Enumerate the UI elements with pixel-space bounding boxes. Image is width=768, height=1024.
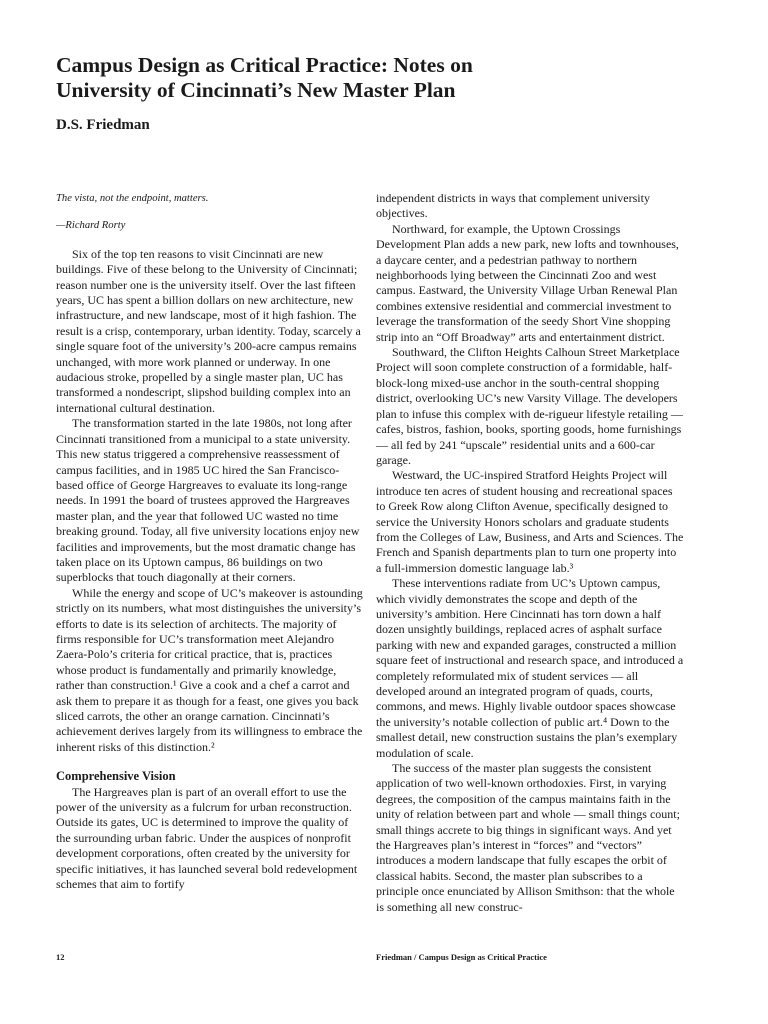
left-column xyxy=(56,191,364,892)
body-paragraph: Northward, for example, the Uptown Crossings Development Plan adds a new park, new lofts and townhouses, a daycare center, and a pedestrian pathway to northern neighborhoods lying between the Cincinnati Zoo and west campus. Eastward, the University Village Urban Renewal Plan combines extensive residential and commercial investment to leverage the transformation of the seedy Short Vine shopping strip into an “Off Broadway” arts and entertainment district. xyxy=(376,221,679,344)
body-paragraph: Six of the top ten reasons to visit Cincinnati are new buildings. Five of these belong to the University of Cincinnati; reason number one is the university itself. Over the last fifteen years, UC has spent a billion dollars on new architecture, new infrastructure, and new landscape, most of it high fashion. The result is a crisp, contemporary, urban identity. Today, scarcely a single square foot of the university’s 200-acre campus remains unchanged, with more work planned or underway. In one audacious stroke, propelled by a single master plan, UC has transformed a nondescript, slipshod building complex into an international cultural destination. xyxy=(56,246,361,415)
article-title-line-2: University of Cincinnati’s New Master Plan xyxy=(56,78,456,102)
section-heading: Comprehensive Vision xyxy=(56,769,176,784)
body-paragraph: Westward, the UC-inspired Stratford Heights Project will introduce ten acres of student housing and recreational spaces to Greek Row along Clifton Avenue, specifically designed to service the University Honors scholars and graduate students from the Colleges of Law, Business, and Arts and Sciences. The French and Spanish departments plan to turn one property into a full-immersion domestic language lab.³ xyxy=(376,468,684,575)
body-paragraph: independent districts in ways that complement university objectives. xyxy=(376,191,650,221)
body-paragraph: While the energy and scope of UC’s makeover is astounding strictly on its numbers, what most distinguishes the university’s efforts to date is its selection of architects. The majority of firms responsible for UC’s transformation meet Alejandro Zaera-Polo’s criteria for critical practice, that is, practices whose product is fundamentally and primarily knowledge, rather than construction.¹ Give a cook and a chef a carrot and ask them to prepare it as though for a feast, one gives you back sliced carrots, the other an orange carnation. Cincinnati’s achievement derives largely from its willingness to embrace the inherent risks of this distinction.² xyxy=(56,585,363,754)
body-paragraph: The transformation started in the late 1980s, not long after Cincinnati transitioned from a municipal to a state university. This new status triggered a comprehensive reassessment of campus facilities, and in 1985 UC hired the San Francisco-based office of George Hargreaves to evaluate its long-range needs. In 1991 the board of trustees approved the Hargreaves master plan, and the year that followed UC wasted no time breaking ground. Today, all five university locations enjoy new facilities and improvements, but the most dramatic change has taken place on its Uptown campus, 86 buildings on two superblocks that touch diagonally at their corners. xyxy=(56,416,360,585)
page-number: 12 xyxy=(56,952,65,962)
article-title-line-1: Campus Design as Critical Practice: Notes on xyxy=(56,53,473,77)
body-paragraph: The success of the master plan suggests the consistent application of two well-known orthodoxies. First, in varying degrees, the composition of the campus maintains faith in the unity of relation between part and whole — small things count; small things accrete to big things in significant ways. And yet the Hargreaves plan’s interest in “forces” and “vectors” introduces a modern landscape that fully escapes the orbit of classical habits. Second, the master plan subscribes to a principle once enunciated by Allison Smithson: that the whole is something all new construc- xyxy=(376,761,680,914)
article-title xyxy=(56,53,616,103)
author-name: D.S. Friedman xyxy=(56,117,150,133)
epigraph: The vista, not the endpoint, matters. xyxy=(56,193,209,204)
body-paragraph: The Hargreaves plan is part of an overall effort to use the power of the university as a fulcrum for urban reconstruction. Outside its gates, UC is determined to improve the quality of the surrounding urban fabric. Under the auspices of nonprofit development corporations, often created by the university for specific initiatives, it has launched several bold redevelopment schemes that aim to fortify xyxy=(56,784,358,892)
body-paragraph: These interventions radiate from UC’s Uptown campus, which vividly demonstrates the scope and depth of the university’s ambition. Here Cincinnati has torn down a half dozen unsightly buildings, replaced acres of asphalt surface parking with new and expanded garages, constructed a million square feet of instructional and research space, and introduced a completely reformulated mix of student services — all developed around an integrated program of quads, courts, commons, and mews. Highly livable outdoor spaces showcase the university’s notable collection of public art.⁴ Down to the smallest detail, new construction sustains the plan’s exemplary modulation of scale. xyxy=(376,576,684,760)
epigraph-attribution: —Richard Rorty xyxy=(56,220,126,232)
body-paragraph: Southward, the Clifton Heights Calhoun Street Marketplace Project will soon complete construction of a formidable, half-block-long mixed-use anchor in the south-central shopping district, overlooking UC’s new Varsity Village. The developers plan to infuse this complex with de-rigueur lifestyle retailing — cafes, bistros, fashion, books, sporting goods, home furnishings — all fed by 241 “upscale” residential units and a 600-car garage. xyxy=(376,345,683,467)
running-head: Friedman / Campus Design as Critical Practice xyxy=(376,952,547,962)
right-column xyxy=(376,191,684,915)
